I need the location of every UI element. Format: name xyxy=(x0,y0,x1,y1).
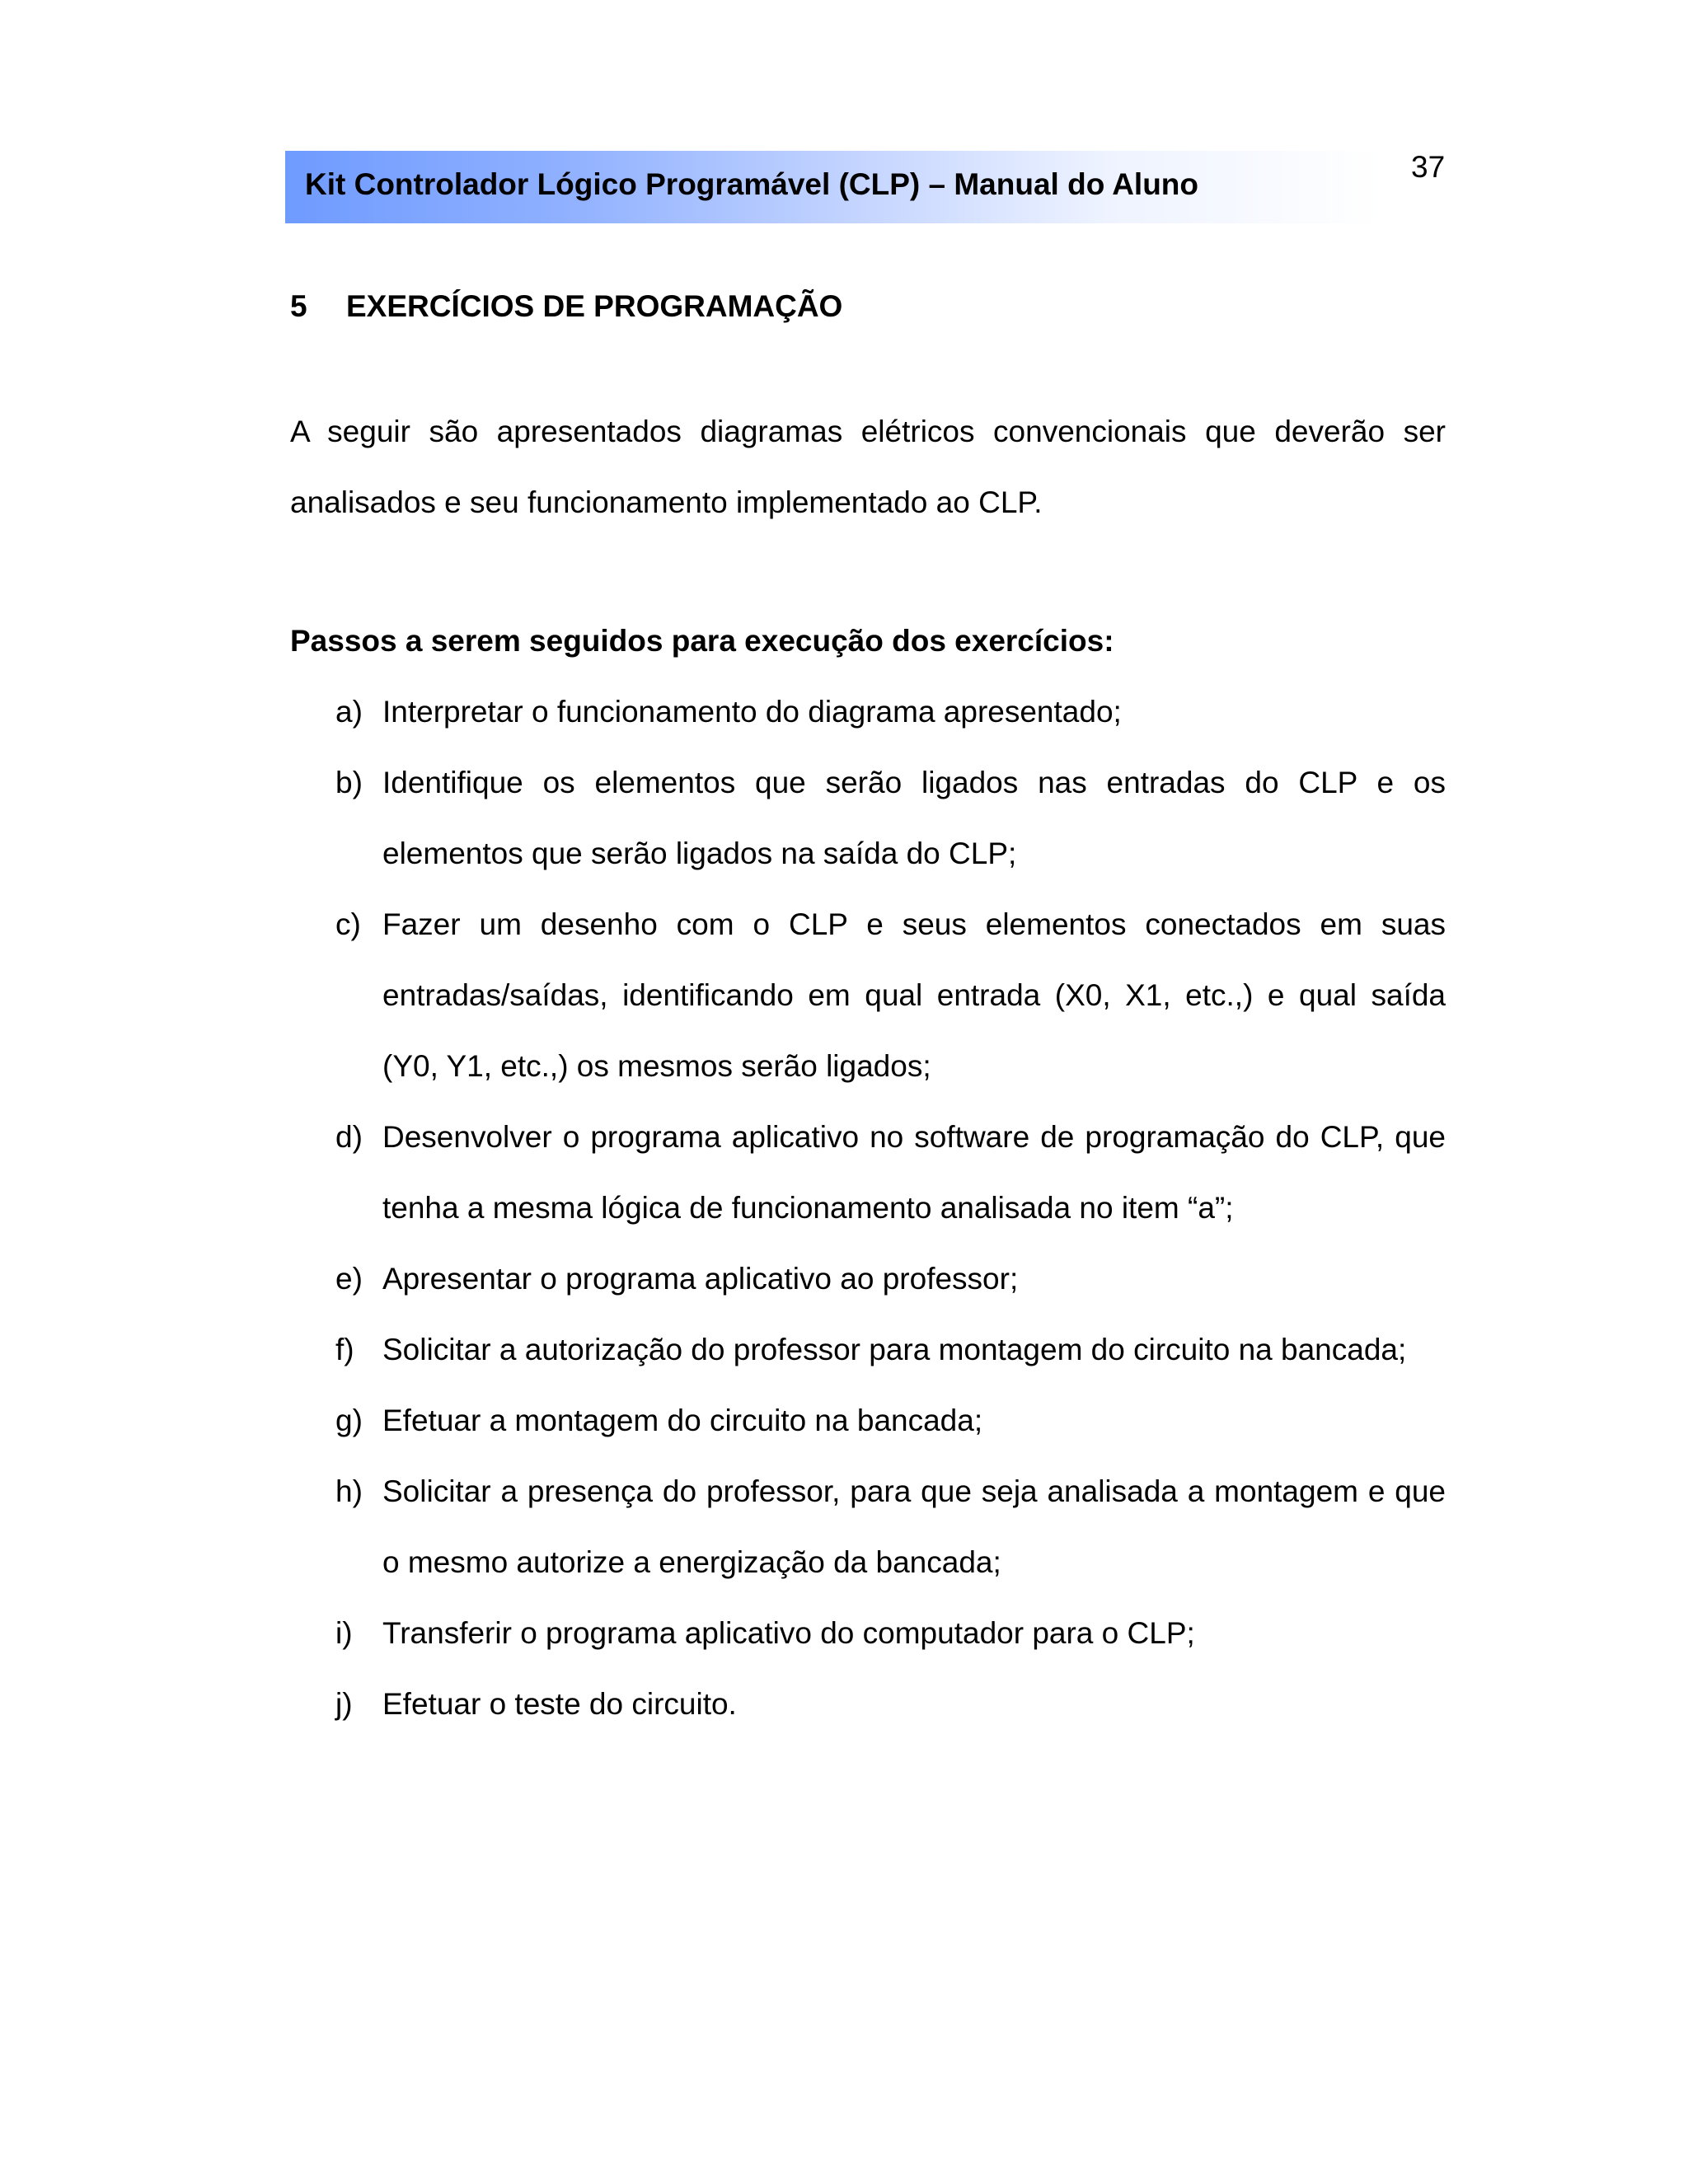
step-text: Efetuar a montagem do circuito na bancada; xyxy=(382,1404,983,1437)
step-text: Apresentar o programa aplicativo ao professor; xyxy=(382,1262,1019,1296)
steps-list xyxy=(290,677,1446,1740)
list-item xyxy=(290,677,1446,748)
list-item xyxy=(290,1456,1446,1598)
list-item xyxy=(290,1669,1446,1740)
step-letter: j) xyxy=(335,1687,353,1721)
steps-heading: Passos a serem seguidos para execução dos exercícios: xyxy=(290,624,1114,658)
intro-paragraph: A seguir são apresentados diagramas elétricos convencionais que deverão ser analisados e seu funcionamento implementado ao CLP. xyxy=(290,415,1446,519)
section-heading xyxy=(290,284,842,330)
list-item xyxy=(290,1244,1446,1315)
step-letter: i) xyxy=(335,1616,353,1650)
list-item xyxy=(290,1102,1446,1244)
step-text: Transferir o programa aplicativo do computador para o CLP; xyxy=(382,1616,1195,1650)
step-letter: e) xyxy=(335,1262,363,1296)
step-letter: h) xyxy=(335,1474,363,1508)
step-text: Fazer um desenho com o CLP e seus elementos conectados em suas entradas/saídas, identificando em qual entrada (X0, X1, etc.,) e qual saída (Y0, Y1, etc.,) os mesmos serão ligados; xyxy=(382,907,1446,1083)
list-item xyxy=(290,748,1446,889)
page-number: 37 xyxy=(1411,150,1446,184)
list-item xyxy=(290,889,1446,1102)
section-number: 5 xyxy=(290,289,307,323)
step-text: Interpretar o funcionamento do diagrama apresentado; xyxy=(382,695,1122,729)
step-text: Solicitar a presença do professor, para que seja analisada a montagem e que o mesmo autorize a energização da bancada; xyxy=(382,1474,1446,1579)
step-text: Efetuar o teste do circuito. xyxy=(382,1687,737,1721)
step-text: Identifique os elementos que serão ligados nas entradas do CLP e os elementos que serão ligados na saída do CLP; xyxy=(382,766,1446,870)
page-header-title: Kit Controlador Lógico Programável (CLP) – Manual do Aluno xyxy=(305,167,1199,201)
step-text: Solicitar a autorização do professor para montagem do circuito na bancada; xyxy=(382,1333,1407,1366)
list-item xyxy=(290,1315,1446,1385)
section-title: EXERCÍCIOS DE PROGRAMAÇÃO xyxy=(346,289,843,323)
step-letter: b) xyxy=(335,766,363,799)
step-letter: d) xyxy=(335,1120,363,1154)
list-item xyxy=(290,1598,1446,1669)
step-letter: c) xyxy=(335,907,361,941)
list-item xyxy=(290,1385,1446,1456)
step-letter: f) xyxy=(335,1333,354,1366)
step-letter: g) xyxy=(335,1404,363,1437)
step-letter: a) xyxy=(335,695,363,729)
step-text: Desenvolver o programa aplicativo no software de programação do CLP, que tenha a mesma lógica de funcionamento analisada no item “a”; xyxy=(382,1120,1446,1225)
